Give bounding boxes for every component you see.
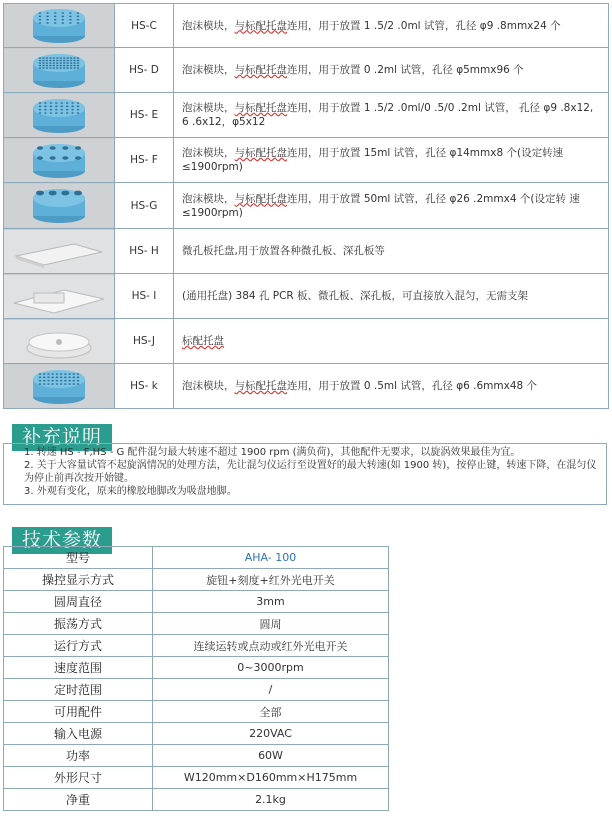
specs-title: 技术参数 [12, 527, 112, 554]
spec-value: AHA- 100 [153, 547, 389, 569]
spec-row [4, 745, 389, 767]
foam-block-mixed-icon [4, 93, 115, 138]
spec-key: 净重 [4, 789, 153, 811]
accessory-desc [174, 4, 609, 48]
foam-block-4-icon [4, 183, 115, 229]
foam-block-48-icon [4, 364, 115, 409]
accessory-desc [174, 138, 609, 183]
desc-text: 泡沫模块， [182, 192, 235, 205]
desc-text: 泡沫模块， [182, 64, 235, 76]
accessory-row [4, 48, 609, 93]
spec-key: 定时范围 [4, 679, 153, 701]
standard-tray-icon [4, 319, 115, 364]
spec-key: 操控显示方式 [4, 569, 153, 591]
accessory-row [4, 229, 609, 274]
desc-standard-tray: 与标配托盘 [234, 147, 287, 159]
accessory-code: HS- I [115, 274, 174, 319]
spec-row [4, 635, 389, 657]
desc-text: 微孔板托盘,用于放置各种微孔板、深孔板等 [182, 245, 385, 257]
accessory-row [4, 274, 609, 319]
accessory-row [4, 364, 609, 409]
accessory-row [4, 183, 609, 229]
desc-standard-tray: 与标配托盘 [234, 380, 287, 392]
desc-text: 泡沫模块， [182, 380, 235, 392]
desc-standard-tray: 与标配托盘 [234, 192, 287, 205]
accessory-desc [174, 364, 609, 409]
universal-tray-icon [4, 274, 115, 319]
desc-text: 连用，用于放置 0 .5ml 试管，孔径 φ6 .6mmx48 个 [287, 380, 538, 392]
desc-text: 泡沫模块， [182, 102, 235, 114]
accessory-row [4, 4, 609, 48]
desc-standard-tray: 与标配托盘 [234, 19, 287, 32]
spec-row [4, 767, 389, 789]
accessory-code: HS- k [115, 364, 174, 409]
spec-key: 圆周直径 [4, 591, 153, 613]
note-line-2: 2. 关于大容量试管不起旋涡情况的处理方法，先让混匀仪运行至设置好的最大转速(如 1900 转)，按停止键，转速下降，在混匀仪为停止前再次按开始键。 [24, 460, 597, 484]
spec-key: 输入电源 [4, 723, 153, 745]
spec-value: 旋钮+刻度+红外光电开关 [153, 569, 389, 591]
spec-key: 外形尺寸 [4, 767, 153, 789]
accessory-desc [174, 93, 609, 138]
accessory-row [4, 319, 609, 364]
spec-key: 振荡方式 [4, 613, 153, 635]
spec-key: 运行方式 [4, 635, 153, 657]
spec-value: 0~3000rpm [153, 657, 389, 679]
notes-title: 补充说明 [12, 424, 112, 451]
spec-key: 可用配件 [4, 701, 153, 723]
accessory-code: HS- D [115, 48, 174, 93]
spec-row [4, 701, 389, 723]
spec-value: 2.1kg [153, 789, 389, 811]
spec-value: 连续运转或点动或红外光电开关 [153, 635, 389, 657]
spec-value: 220VAC [153, 723, 389, 745]
foam-block-96-icon [4, 48, 115, 93]
spec-table [3, 546, 389, 811]
note-line-1: 1. 转速 HS - F,HS - G 配件混匀最大转速不超过 1900 rpm (满负荷)，其他配件无要求，以旋涡效果最佳为宜。 [24, 447, 521, 458]
desc-text: 泡沫模块， [182, 19, 235, 32]
accessory-row [4, 138, 609, 183]
spec-value: 全部 [153, 701, 389, 723]
spec-row [4, 723, 389, 745]
spec-row [4, 547, 389, 569]
spec-key: 型号 [4, 547, 153, 569]
accessory-row [4, 93, 609, 138]
desc-text: (通用托盘) 384 孔 PCR 板、微孔板、深孔板，可直接放入混匀，无需支架 [182, 290, 529, 302]
spec-value: 圆周 [153, 613, 389, 635]
spec-value: W120mm×D160mm×H175mm [153, 767, 389, 789]
accessory-code: HS-J [115, 319, 174, 364]
foam-block-8-icon [4, 138, 115, 183]
desc-text: 连用，用于放置 50ml 试管，孔径 φ26 .2mmx4 个(设定转 速 ≤1900rpm) [182, 192, 580, 219]
spec-value: 60W [153, 745, 389, 767]
note-line-3: 3. 外观有变化，原来的橡胶地脚改为吸盘地脚。 [24, 486, 237, 497]
foam-block-24-icon [4, 4, 115, 48]
spec-row [4, 789, 389, 811]
spec-key: 功率 [4, 745, 153, 767]
desc-text: 连用，用于放置 15ml 试管，孔径 φ14mmx8 个(设定转速 ≤1900rpm) [182, 147, 564, 173]
desc-text: 泡沫模块， [182, 147, 235, 159]
desc-standard-tray: 与标配托盘 [234, 64, 287, 76]
desc-text: 连用，用于放置 1 .5/2 .0ml 试管，孔径 φ9 .8mmx24 个 [287, 19, 561, 32]
accessory-code: HS- F [115, 138, 174, 183]
accessory-code: HS-G [115, 183, 174, 229]
desc-text: 连用，用于放置 0 .2ml 试管，孔径 φ5mmx96 个 [287, 64, 524, 76]
spec-row [4, 613, 389, 635]
spec-row [4, 569, 389, 591]
accessory-table [3, 3, 609, 409]
desc-text: 连用，用于放置 1 .5/2 .0ml/0 .5/0 .2ml 试管， 孔径 φ9 .8x12, 6 .6x12，φ5x12 [182, 102, 594, 128]
accessory-desc [174, 229, 609, 274]
microplate-tray-icon [4, 229, 115, 274]
spec-row [4, 679, 389, 701]
spec-row [4, 657, 389, 679]
accessory-desc [174, 183, 609, 229]
accessory-desc [174, 319, 609, 364]
notes-box [3, 443, 607, 505]
spec-value: 3mm [153, 591, 389, 613]
desc-standard-tray: 与标配托盘 [234, 102, 287, 114]
accessory-desc [174, 48, 609, 93]
spec-value: / [153, 679, 389, 701]
spec-key: 速度范围 [4, 657, 153, 679]
accessory-code: HS- H [115, 229, 174, 274]
accessory-code: HS- E [115, 93, 174, 138]
accessory-code: HS-C [115, 4, 174, 48]
spec-row [4, 591, 389, 613]
accessory-desc [174, 274, 609, 319]
desc-standard-tray: 标配托盘 [182, 335, 224, 347]
